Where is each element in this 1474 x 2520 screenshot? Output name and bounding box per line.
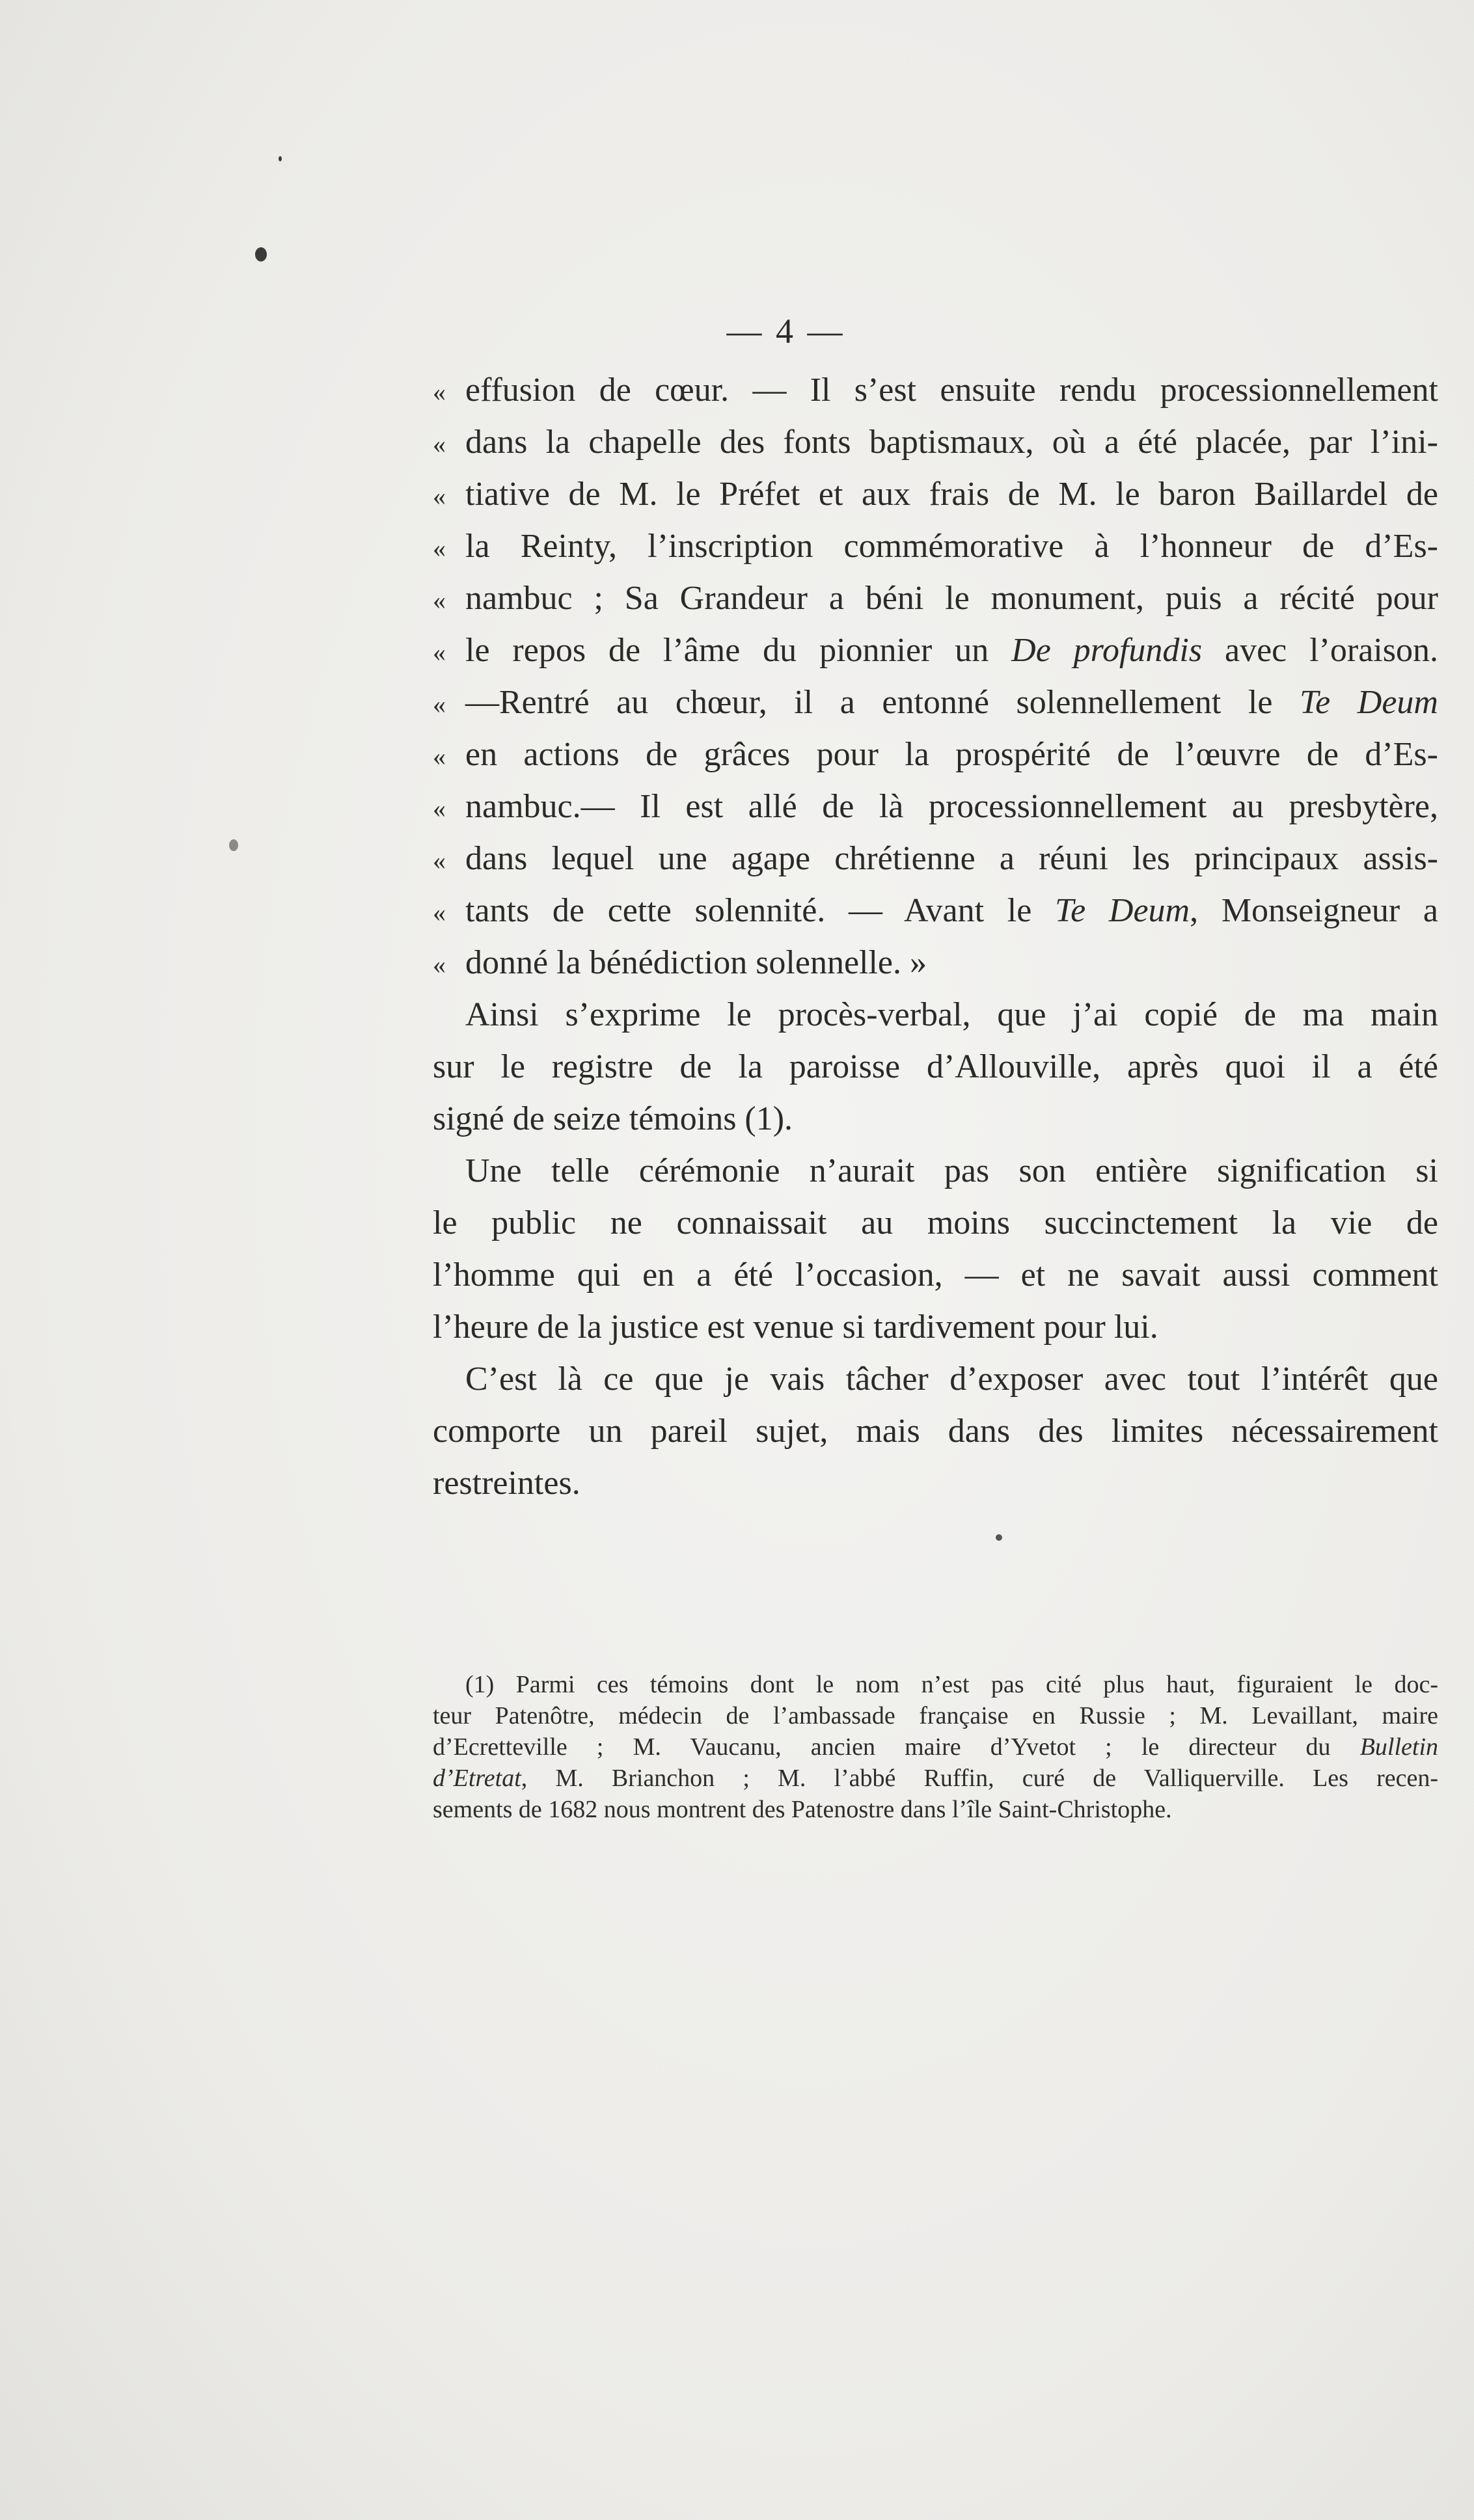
quote-line: « nambuc.— Il est allé de là processionnellement au presbytère,: [433, 788, 1438, 825]
paragraph-line: restreintes.: [433, 1465, 580, 1502]
quote-line: « nambuc ; Sa Grandeur a béni le monument, puis a récité pour: [433, 580, 1438, 617]
footnote-line: (1) Parmi ces témoins dont le nom n’est pas cité plus haut, figuraient le doc-: [465, 1671, 1438, 1698]
paragraph-line: l’homme qui en a été l’occasion, — et ne savait aussi comment: [433, 1256, 1438, 1294]
quote-line: « dans lequel une agape chrétienne a réuni les principaux assis-: [433, 840, 1438, 877]
quote-line: « la Reinty, l’inscription commémorative à l’honneur de d’Es-: [433, 528, 1438, 565]
quote-line: « donné la bénédiction solennelle. »: [433, 944, 927, 981]
quote-line: « tiative de M. le Préfet et aux frais de M. le baron Baillardel de: [433, 476, 1438, 513]
quote-line: « le repos de l’âme du pionnier un De profundis avec l’oraison.: [433, 632, 1438, 669]
ink-speck: [229, 839, 238, 851]
quote-line: « dans la chapelle des fonts baptismaux, où a été placée, par l’ini-: [433, 424, 1438, 461]
footnote-line: teur Patenôtre, médecin de l’ambassade française en Russie ; M. Levaillant, maire: [433, 1702, 1438, 1729]
paragraph-line: C’est là ce que je vais tâcher d’exposer avec tout l’intérêt que: [465, 1361, 1438, 1398]
paragraph-line: l’heure de la justice est venue si tardivement pour lui.: [433, 1308, 1158, 1346]
ink-speck: [279, 156, 282, 161]
quote-line: « —Rentré au chœur, il a entonné solennellement le Te Deum: [433, 684, 1438, 721]
paragraph-line: Une telle cérémonie n’aurait pas son entière signification si: [465, 1152, 1438, 1189]
main-text: [433, 364, 1438, 1510]
quote-line: « en actions de grâces pour la prospérité de l’œuvre de d’Es-: [433, 736, 1438, 773]
paragraph-line: Ainsi s’exprime le procès-verbal, que j’ai copié de ma main: [465, 996, 1438, 1033]
paragraph-line: comporte un pareil sujet, mais dans des limites nécessairement: [433, 1413, 1438, 1450]
paragraph-line: sur le registre de la paroisse d’Allouville, après quoi il a été: [433, 1048, 1438, 1085]
footnote: [433, 1669, 1438, 1825]
paragraph-line: signé de seize témoins (1).: [433, 1100, 793, 1137]
quote-line: « tants de cette solennité. — Avant le Te Deum, Monseigneur a: [433, 892, 1438, 929]
page-number: — 4 —: [726, 312, 845, 351]
footnote-line: d’Etretat, M. Brianchon ; M. l’abbé Ruffin, curé de Valliquerville. Les recen-: [433, 1765, 1438, 1792]
ink-speck: [996, 1534, 1002, 1541]
paragraph-line: le public ne connaissait au moins succinctement la vie de: [433, 1204, 1438, 1241]
quote-line: « effusion de cœur. — Il s’est ensuite rendu processionnellement: [433, 372, 1438, 409]
ink-speck: [255, 247, 267, 262]
footnote-line: d’Ecretteville ; M. Vaucanu, ancien maire d’Yvetot ; le directeur du Bulletin: [433, 1733, 1439, 1761]
footnote-line: sements de 1682 nous montrent des Patenostre dans l’île Saint-Christophe.: [433, 1796, 1172, 1823]
